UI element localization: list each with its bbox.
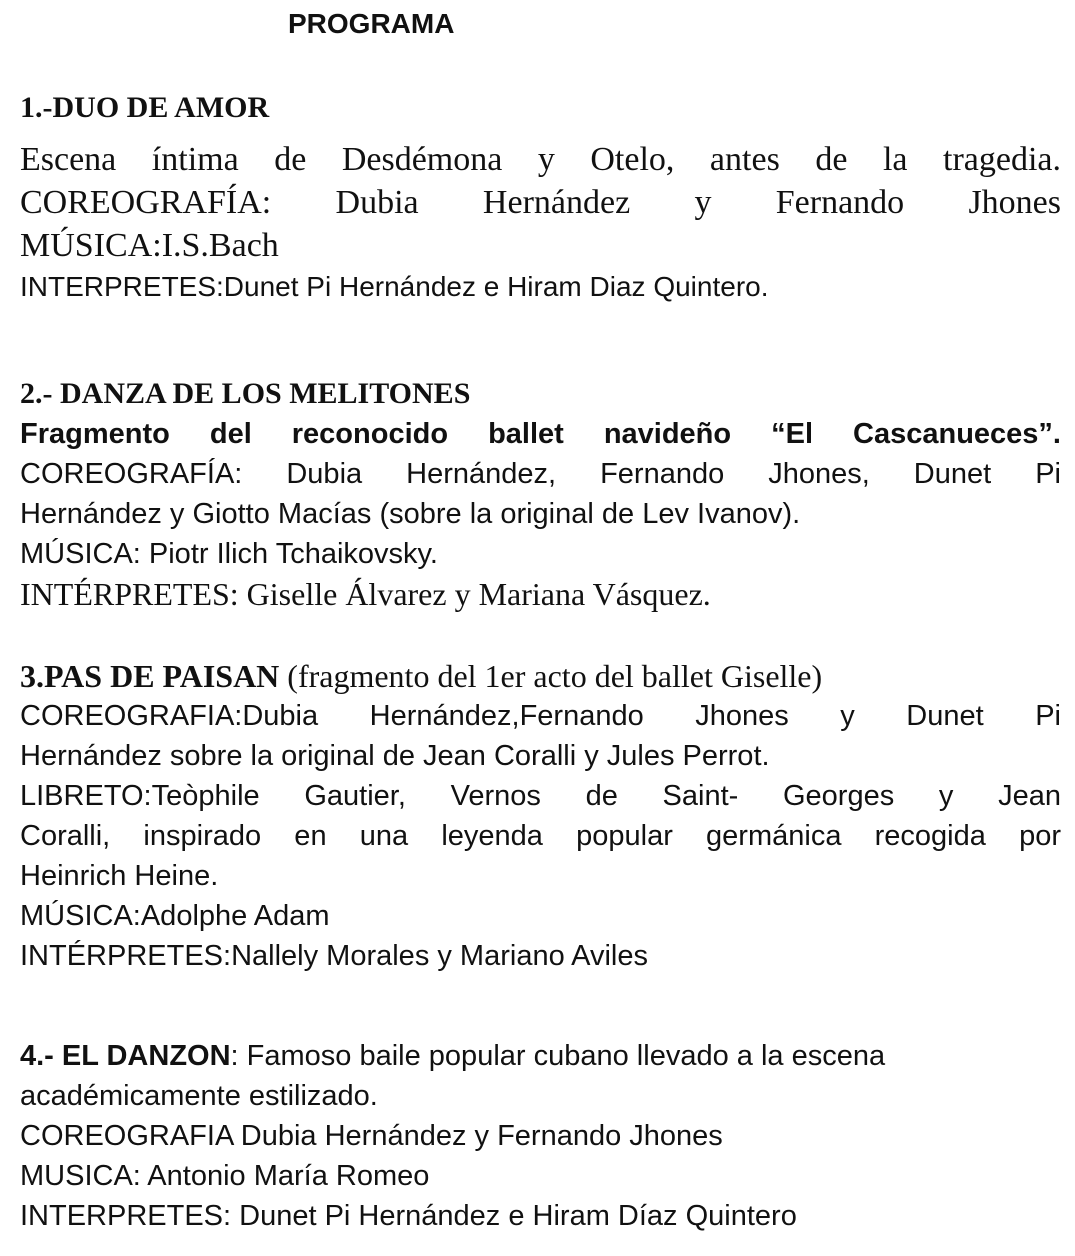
item-3-libreto-line-3: Heinrich Heine. [20, 860, 219, 892]
item-1-body [20, 138, 1061, 267]
item-4-heading: 4.- EL DANZON [20, 1040, 231, 1072]
item-1-musica: MÚSICA:I.S.Bach [20, 227, 279, 264]
item-3-musica: MÚSICA:Adolphe Adam [20, 900, 330, 932]
item-4-heading-rest: : Famoso baile popular cubano llevado a la escena [230, 1040, 886, 1072]
item-2-musica: MÚSICA: Piotr Ilich Tchaikovsky. [20, 538, 438, 570]
item-2-interpretes: INTÉRPRETES: Giselle Álvarez y Mariana Vásquez. [20, 576, 711, 612]
item-1-coreografia: COREOGRAFÍA: Dubia Hernández y Fernando Jhones [20, 184, 1061, 221]
item-3-libreto-line-2: Coralli, inspirado en una leyenda popular germánica recogida por [20, 820, 1061, 852]
program-item-1 [20, 88, 1061, 307]
item-3-heading-note: (fragmento del 1er acto del ballet Giselle) [279, 658, 823, 694]
item-2-coreografia-line-1: COREOGRAFÍA: Dubia Hernández, Fernando Jhones, Dunet Pi [20, 458, 1061, 490]
program-item-3 [20, 656, 1061, 976]
item-1-interpretes: INTERPRETES:Dunet Pi Hernández e Hiram Diaz Quintero. [20, 271, 769, 302]
item-4-interpretes: INTERPRETES: Dunet Pi Hernández e Hiram Díaz Quintero [20, 1200, 797, 1232]
item-3-coreografia-line-1: COREOGRAFIA:Dubia Hernández,Fernando Jhones y Dunet Pi [20, 700, 1061, 732]
item-3-libreto-line-1: LIBRETO:Teòphile Gautier, Vernos de Saint- Georges y Jean [20, 780, 1061, 812]
program-item-2 [20, 374, 1061, 614]
item-1-description: Escena íntima de Desdémona y Otelo, antes de la tragedia. [20, 141, 1061, 178]
item-2-heading: 2.- DANZA DE LOS MELITONES [20, 377, 471, 410]
item-4-description-line-2: académicamente estilizado. [20, 1080, 378, 1112]
item-3-heading: 3.PAS DE PAISAN [20, 658, 280, 694]
item-4-coreografia: COREOGRAFIA Dubia Hernández y Fernando Jhones [20, 1120, 723, 1152]
item-3-interpretes: INTÉRPRETES:Nallely Morales y Mariano Aviles [20, 940, 648, 972]
item-3-heading-line [20, 656, 1061, 696]
page-title: PROGRAMA [288, 8, 455, 39]
program-item-4 [20, 1036, 1061, 1236]
item-2-coreografia-line-2: Hernández y Giotto Macías (sobre la original de Lev Ivanov). [20, 498, 801, 530]
item-4-musica: MUSICA: Antonio María Romeo [20, 1160, 430, 1192]
item-3-coreografia-line-2: Hernández sobre la original de Jean Coralli y Jules Perrot. [20, 740, 770, 772]
item-2-description: Fragmento del reconocido ballet navideño “El Cascanueces”. [20, 418, 1061, 450]
item-4-heading-line [20, 1036, 1061, 1076]
item-1-heading: 1.-DUO DE AMOR [20, 91, 270, 124]
